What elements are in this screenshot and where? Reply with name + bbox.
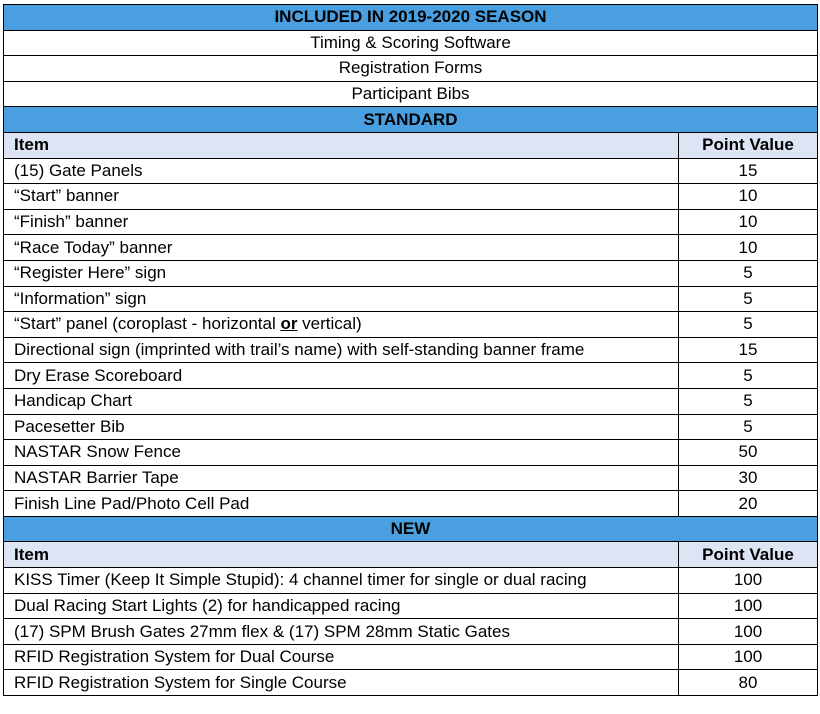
- item-cell: (17) SPM Brush Gates 27mm flex & (17) SPM 28mm Static Gates: [4, 619, 679, 645]
- table-row: [4, 184, 818, 210]
- points-cell: 100: [679, 593, 818, 619]
- table-row: [4, 644, 818, 670]
- included-row: [4, 56, 818, 82]
- included-title: INCLUDED IN 2019-2020 SEASON: [4, 5, 818, 31]
- item-cell: “Start” banner: [4, 184, 679, 210]
- points-cell: 15: [679, 337, 818, 363]
- table-row: [4, 312, 818, 338]
- points-cell: 10: [679, 209, 818, 235]
- standard-header-row: [4, 107, 818, 133]
- points-cell: 80: [679, 670, 818, 696]
- table-row: [4, 568, 818, 594]
- item-cell: [4, 312, 679, 338]
- item-cell: Dual Racing Start Lights (2) for handicapped racing: [4, 593, 679, 619]
- table-row: [4, 619, 818, 645]
- points-cell: 5: [679, 286, 818, 312]
- table-row: [4, 414, 818, 440]
- table-row: [4, 491, 818, 517]
- points-cell: 15: [679, 158, 818, 184]
- points-cell: 5: [679, 312, 818, 338]
- item-text-pre: “Start” panel (coroplast - horizontal: [14, 314, 281, 334]
- item-cell: RFID Registration System for Single Course: [4, 670, 679, 696]
- column-header-points: Point Value: [679, 542, 818, 568]
- standard-title: STANDARD: [4, 107, 818, 133]
- points-table: [3, 4, 818, 696]
- included-item: Registration Forms: [4, 56, 818, 82]
- included-item: Timing & Scoring Software: [4, 30, 818, 56]
- points-cell: 5: [679, 414, 818, 440]
- table-row: [4, 286, 818, 312]
- points-cell: 5: [679, 388, 818, 414]
- column-header-item: Item: [4, 132, 679, 158]
- item-cell: NASTAR Barrier Tape: [4, 465, 679, 491]
- table-row: [4, 158, 818, 184]
- standard-column-header: [4, 132, 818, 158]
- points-cell: 100: [679, 644, 818, 670]
- item-cell: “Race Today” banner: [4, 235, 679, 261]
- item-cell: “Register Here” sign: [4, 260, 679, 286]
- table-row: [4, 235, 818, 261]
- item-cell: KISS Timer (Keep It Simple Stupid): 4 channel timer for single or dual racing: [4, 568, 679, 594]
- points-cell: 10: [679, 184, 818, 210]
- included-header-row: [4, 5, 818, 31]
- table-row: [4, 337, 818, 363]
- item-cell: (15) Gate Panels: [4, 158, 679, 184]
- table-row: [4, 260, 818, 286]
- column-header-item: Item: [4, 542, 679, 568]
- table-row: [4, 593, 818, 619]
- points-cell: 100: [679, 619, 818, 645]
- points-cell: 30: [679, 465, 818, 491]
- table-row: [4, 388, 818, 414]
- included-row: [4, 81, 818, 107]
- item-cell: Finish Line Pad/Photo Cell Pad: [4, 491, 679, 517]
- item-cell: Dry Erase Scoreboard: [4, 363, 679, 389]
- item-cell: RFID Registration System for Dual Course: [4, 644, 679, 670]
- points-cell: 100: [679, 568, 818, 594]
- points-cell: 20: [679, 491, 818, 517]
- item-cell: NASTAR Snow Fence: [4, 440, 679, 466]
- new-title: NEW: [4, 516, 818, 542]
- included-row: [4, 30, 818, 56]
- points-cell: 5: [679, 363, 818, 389]
- item-cell: Handicap Chart: [4, 388, 679, 414]
- new-header-row: [4, 516, 818, 542]
- table-row: [4, 465, 818, 491]
- table-row: [4, 363, 818, 389]
- item-cell: Directional sign (imprinted with trail’s name) with self-standing banner frame: [4, 337, 679, 363]
- item-cell: “Finish” banner: [4, 209, 679, 235]
- table-row: [4, 440, 818, 466]
- item-text-post: vertical): [297, 314, 362, 334]
- item-cell: Pacesetter Bib: [4, 414, 679, 440]
- table-row: [4, 670, 818, 696]
- included-item: Participant Bibs: [4, 81, 818, 107]
- item-text-emphasis: or: [280, 314, 298, 334]
- points-cell: 5: [679, 260, 818, 286]
- new-column-header: [4, 542, 818, 568]
- table-row: [4, 209, 818, 235]
- points-cell: 10: [679, 235, 818, 261]
- item-cell: “Information” sign: [4, 286, 679, 312]
- column-header-points: Point Value: [679, 132, 818, 158]
- points-cell: 50: [679, 440, 818, 466]
